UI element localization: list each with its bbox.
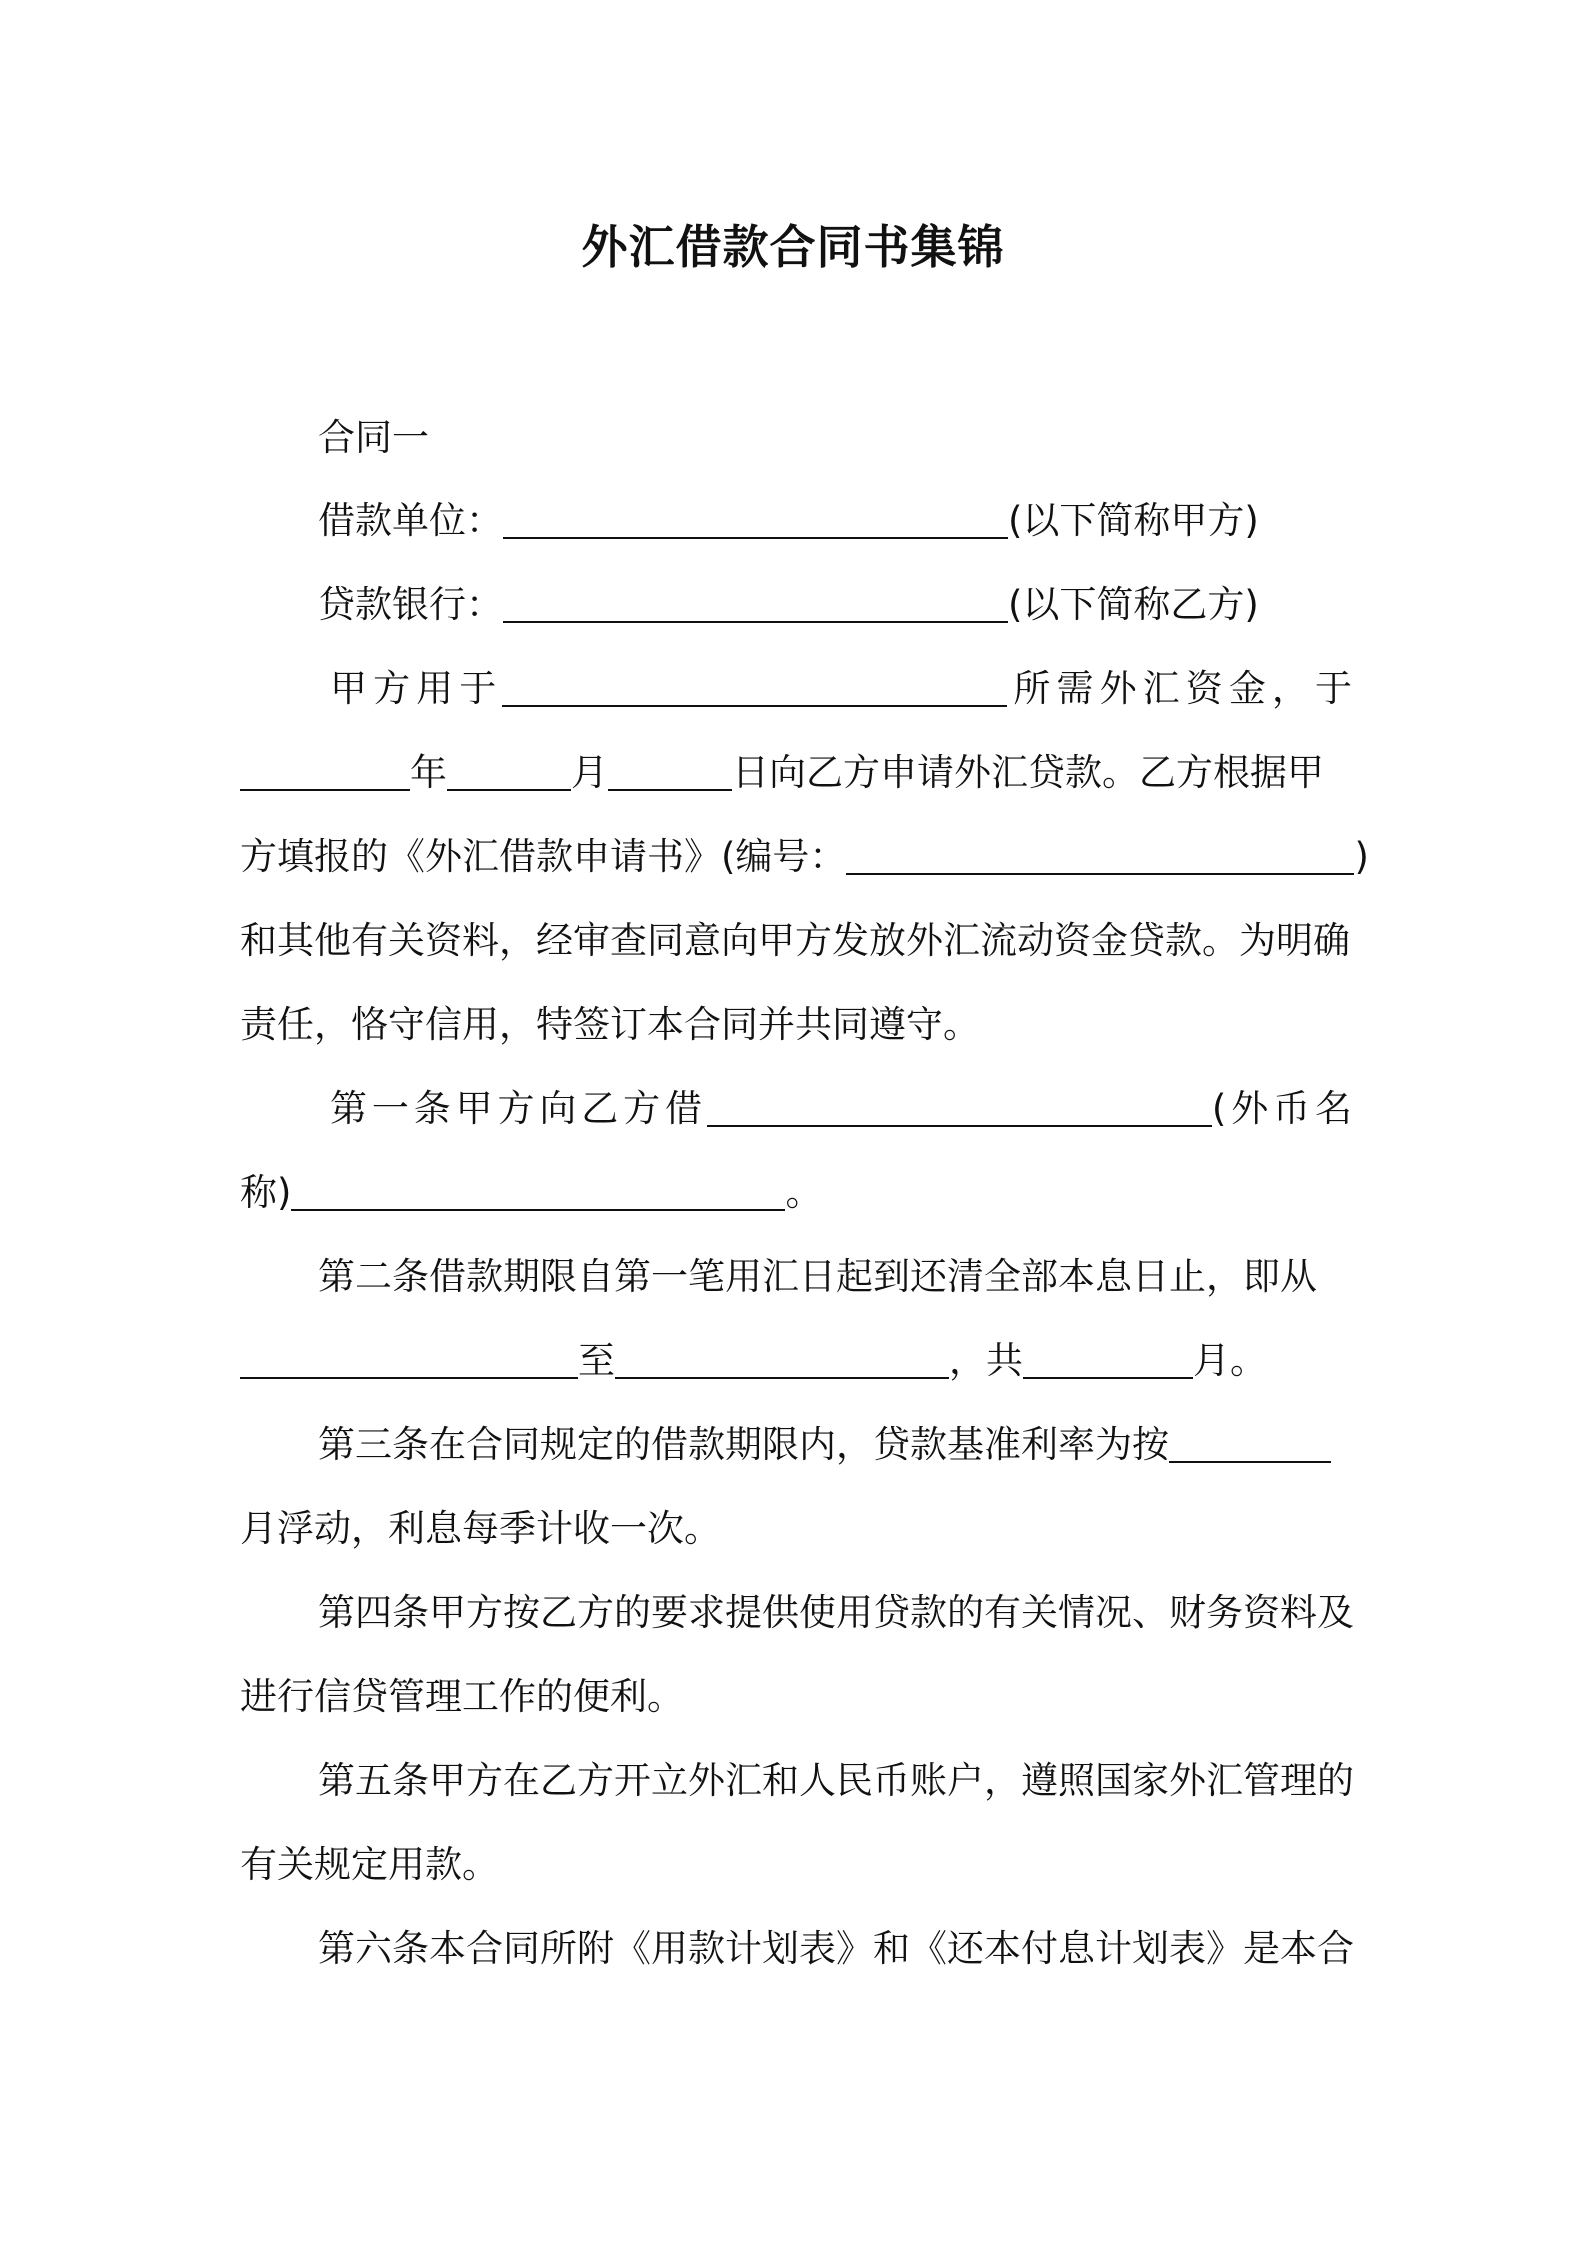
article-4-line-1: 第四条甲方按乙方的要求提供使用贷款的有关情况、财务资料及 [318,1591,1354,1634]
article-3-text: 第三条在合同规定的借款期限内，贷款基准利率为按 [318,1423,1169,1466]
months-label: 月。 [1193,1339,1267,1382]
lender-blank [503,581,1008,623]
intro-line-4: 和其他有关资料，经审查同意向甲方发放外汇流动资金贷款。为明确 [240,919,1350,962]
application-number-label: 方填报的《外汇借款申请书》(编号： [240,835,847,878]
intro-apply-text: 日向乙方申请外汇贷款。乙方根据甲 [732,751,1324,794]
article-1-text: 第一条甲方向乙方借 [330,1087,707,1130]
year-blank [240,749,410,791]
borrower-blank [503,497,1008,539]
intro-purpose-label: 甲方用于 [330,667,503,710]
section-label: 合同一 [318,416,429,459]
year-label: 年 [410,751,447,794]
application-number-blank [846,833,1354,875]
article-4-line-2: 进行信贷管理工作的便利。 [240,1675,684,1718]
article-2-line-1: 第二条借款期限自第一笔用汇日起到还清全部本息日止，即从 [318,1255,1317,1298]
document-title: 外汇借款合同书集锦 [581,220,1005,274]
borrower-line [318,493,1352,549]
borrower-label: 借款单位： [318,499,503,542]
lender-label: 贷款银行： [318,583,503,626]
currency-name-blank [291,1169,785,1211]
total-months-blank [1023,1337,1193,1379]
article-1-line-1 [330,1081,1352,1137]
loan-amount-blank [707,1085,1212,1127]
article-1-line-2 [240,1165,1352,1221]
intro-funds-text: 所需外汇资金，于 [1007,667,1353,710]
to-label: 至 [578,1339,615,1382]
application-number-close: ) [1354,835,1369,878]
currency-name-close: 称) [240,1171,292,1214]
article-2-line-2 [240,1333,1352,1389]
borrower-suffix: (以下简称甲方) [1008,499,1259,542]
article-5-line-2: 有关规定用款。 [240,1843,499,1886]
intro-line-5: 责任，恪守信用，特签订本合同并共同遵守。 [240,1003,980,1046]
currency-name-label: (外币名 [1211,1087,1352,1130]
intro-line-2 [240,745,1352,801]
article-3-line-2: 月浮动，利息每季计收一次。 [240,1507,721,1550]
lender-line [318,577,1352,633]
intro-line-1 [330,661,1352,717]
total-label: ，共 [949,1339,1023,1382]
article-6-line-1: 第六条本合同所附《用款计划表》和《还本付息计划表》是本合 [318,1927,1354,1970]
month-label: 月 [571,751,608,794]
lender-suffix: (以下简称乙方) [1008,583,1259,626]
intro-line-3 [240,829,1369,885]
end-date-blank [615,1337,949,1379]
interest-rate-blank [1169,1421,1331,1463]
day-blank [608,749,732,791]
month-blank [447,749,571,791]
start-date-blank [240,1337,578,1379]
article-5-line-1: 第五条甲方在乙方开立外汇和人民币账户，遵照国家外汇管理的 [318,1759,1354,1802]
article-1-end: 。 [785,1171,823,1214]
intro-purpose-blank [502,665,1007,707]
article-3-line-1 [318,1417,1352,1473]
